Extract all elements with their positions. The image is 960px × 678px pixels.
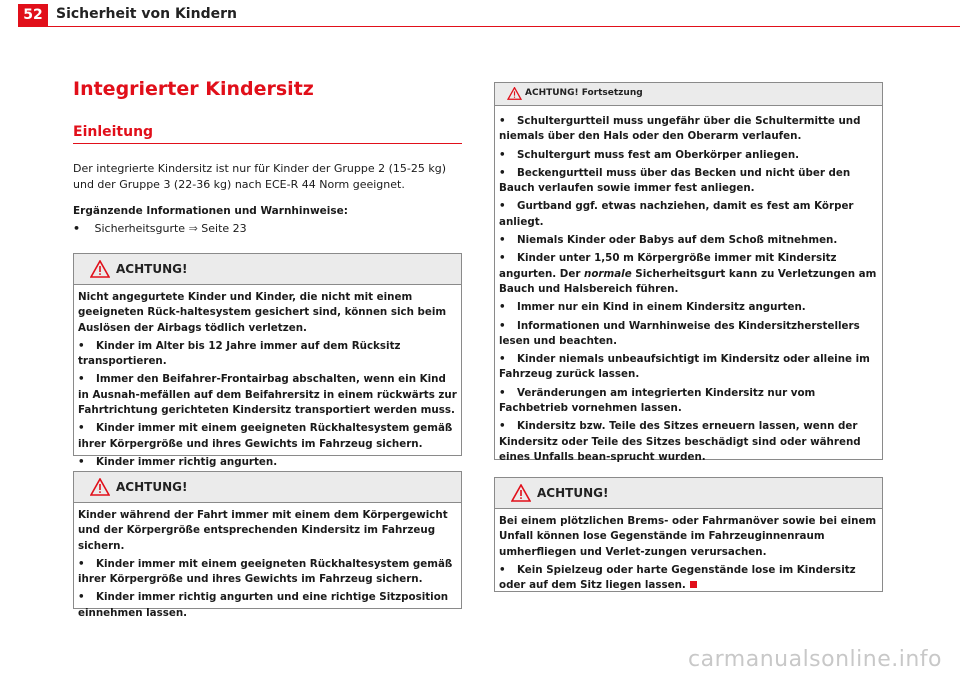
- warning-label: ACHTUNG! Fortsetzung: [525, 88, 643, 98]
- warning-box-header: [495, 83, 882, 106]
- list-item: • Kinder im Alter bis 12 Jahre immer auf dem Rücksitz transportieren.: [78, 339, 401, 368]
- reference-text: Sicherheitsgurte: [94, 222, 186, 235]
- warning-label: ACHTUNG!: [537, 486, 609, 500]
- warning-box-header: [74, 254, 461, 285]
- section-end-marker: [690, 581, 697, 588]
- watermark: carmanualsonline.info: [688, 647, 942, 672]
- warning-box-1: [73, 253, 462, 468]
- warning-label: ACHTUNG!: [116, 262, 188, 276]
- warning-intro: Nicht angegurtete Kinder und Kinder, die nicht mit einem geeigneten Rück-haltesystem gesichert sind, können sich beim Auslösen der Airbags tödlich verletzen.: [78, 291, 447, 334]
- bullet-icon: •: [78, 339, 85, 352]
- list-item: • Kinder unter 1,50 m Körpergröße immer mit Kindersitz angurten. Der normale Sicherheitsgurt kann zu Verletzungen am Bauch und Halsbereich führen.: [499, 252, 877, 295]
- subsection-title: Einleitung: [73, 124, 154, 140]
- info-heading: Ergänzende Informationen und Warnhinweise:: [73, 205, 348, 217]
- bullet-icon: •: [73, 222, 81, 235]
- bullet-icon: •: [78, 557, 85, 570]
- bullet-icon: •: [499, 166, 506, 179]
- list-item: • Kinder niemals unbeaufsichtigt im Kindersitz oder alleine im Fahrzeug zurück lassen.: [499, 353, 870, 381]
- list-item: • Kindersitz bzw. Teile des Sitzes erneuern lassen, wenn der Kindersitz oder Teile des Sitzes beschädigt sind oder während eines Unfalls bean-sprucht wurden.: [499, 420, 861, 463]
- bullet-icon: •: [78, 455, 85, 468]
- warning-intro: Bei einem plötzlichen Brems- oder Fahrmanöver sowie bei einem Unfall können lose Gegenstände im Fahrzeuginnenraum umherfliegen und Verlet-zungen verursachen.: [499, 515, 877, 558]
- bullet-icon: •: [499, 301, 506, 314]
- list-item: • Kinder immer mit einem geeigneten Rückhaltesystem gemäß ihrer Körpergröße und ihres Gewichts im Fahrzeug sichern.: [78, 557, 453, 586]
- list-item: • Immer nur ein Kind in einem Kindersitz angurten.: [499, 300, 878, 315]
- header-divider: [18, 26, 960, 27]
- list-item: • Kinder immer richtig angurten und eine richtige Sitzposition einnehmen lassen.: [78, 591, 449, 619]
- list-item: • Schultergurtteil muss ungefähr über die Schultermitte und niemals über den Hals oder den Oberarm verlaufen.: [499, 115, 861, 143]
- warning-triangle-icon: [511, 484, 531, 502]
- bullet-icon: •: [499, 420, 506, 433]
- bullet-icon: •: [499, 353, 506, 366]
- warning-label: ACHTUNG!: [116, 480, 188, 494]
- bullet-icon: •: [499, 200, 506, 213]
- arrow-icon: ⇒: [188, 222, 198, 235]
- list-item: • Immer den Beifahrer-Frontairbag abschalten, wenn ein Kind in Ausnah-mefällen auf dem Beifahrersitz in einem rückwärts zur Fahrtrichtung gerichteten Kindersitz transportiert werden muss.: [78, 373, 457, 417]
- list-item: • Niemals Kinder oder Babys auf dem Schoß mitnehmen.: [499, 233, 878, 248]
- bullet-icon: •: [499, 252, 506, 265]
- warning-triangle-icon: [90, 478, 110, 496]
- warning-triangle-icon: [507, 87, 522, 100]
- list-item: • Schultergurt muss fest am Oberkörper anliegen.: [499, 148, 878, 163]
- section-title: Integrierter Kindersitz: [73, 78, 314, 100]
- page-number: 52: [18, 4, 48, 26]
- reference-link[interactable]: Seite 23: [201, 222, 247, 235]
- list-item: • Informationen und Warnhinweise des Kindersitzherstellers lesen und beachten.: [499, 319, 860, 347]
- warning-triangle-icon: [90, 260, 110, 278]
- warning-box-header: [495, 478, 882, 509]
- bullet-icon: •: [78, 591, 85, 604]
- list-item: • Veränderungen am integrierten Kindersitz nur vom Fachbetrieb vornehmen lassen.: [499, 386, 816, 415]
- warning-box-body: [74, 503, 461, 627]
- list-item: • Kinder immer mit einem geeigneten Rückhaltesystem gemäß ihrer Körpergröße und ihres Gewichts im Fahrzeug sichern.: [78, 422, 453, 450]
- list-item: • Kein Spielzeug oder harte Gegenstände lose im Kindersitz oder auf dem Sitz liegen lassen.: [499, 563, 856, 592]
- warning-box-2: [73, 471, 462, 619]
- bullet-icon: •: [499, 386, 506, 399]
- bullet-icon: •: [499, 563, 506, 576]
- bullet-icon: •: [78, 422, 85, 435]
- warning-box-continued: [494, 82, 883, 463]
- intro-paragraph: Der integrierte Kindersitz ist nur für Kinder der Gruppe 2 (15-25 kg) und der Gruppe 3 (22-36 kg) nach ECE-R 44 Norm geeignet.: [73, 162, 447, 191]
- warning-box-header: [74, 472, 461, 503]
- chapter-title: Sicherheit von Kindern: [56, 6, 237, 22]
- warning-box-body: [74, 285, 461, 476]
- bullet-icon: •: [499, 234, 506, 247]
- reference-item: [73, 222, 462, 235]
- list-item: • Kinder immer richtig angurten.: [78, 455, 457, 470]
- bullet-icon: •: [78, 373, 85, 386]
- warning-box-body: [495, 509, 882, 599]
- warning-box-body: [495, 106, 882, 471]
- warning-intro: Kinder während der Fahrt immer mit einem dem Körpergewicht und der Körpergröße entsprechenden Kindersitz im Fahrzeug sichern.: [78, 509, 448, 552]
- warning-box-4: [494, 477, 883, 592]
- list-item: • Beckengurtteil muss über das Becken und nicht über den Bauch verlaufen sowie immer fest anliegen.: [499, 166, 851, 195]
- page-header: [0, 0, 960, 28]
- subsection-divider: [73, 143, 462, 144]
- list-item: • Gurtband ggf. etwas nachziehen, damit es fest am Körper anliegt.: [499, 200, 854, 228]
- bullet-icon: •: [499, 115, 506, 127]
- bullet-icon: •: [499, 148, 506, 161]
- bullet-icon: •: [499, 319, 506, 332]
